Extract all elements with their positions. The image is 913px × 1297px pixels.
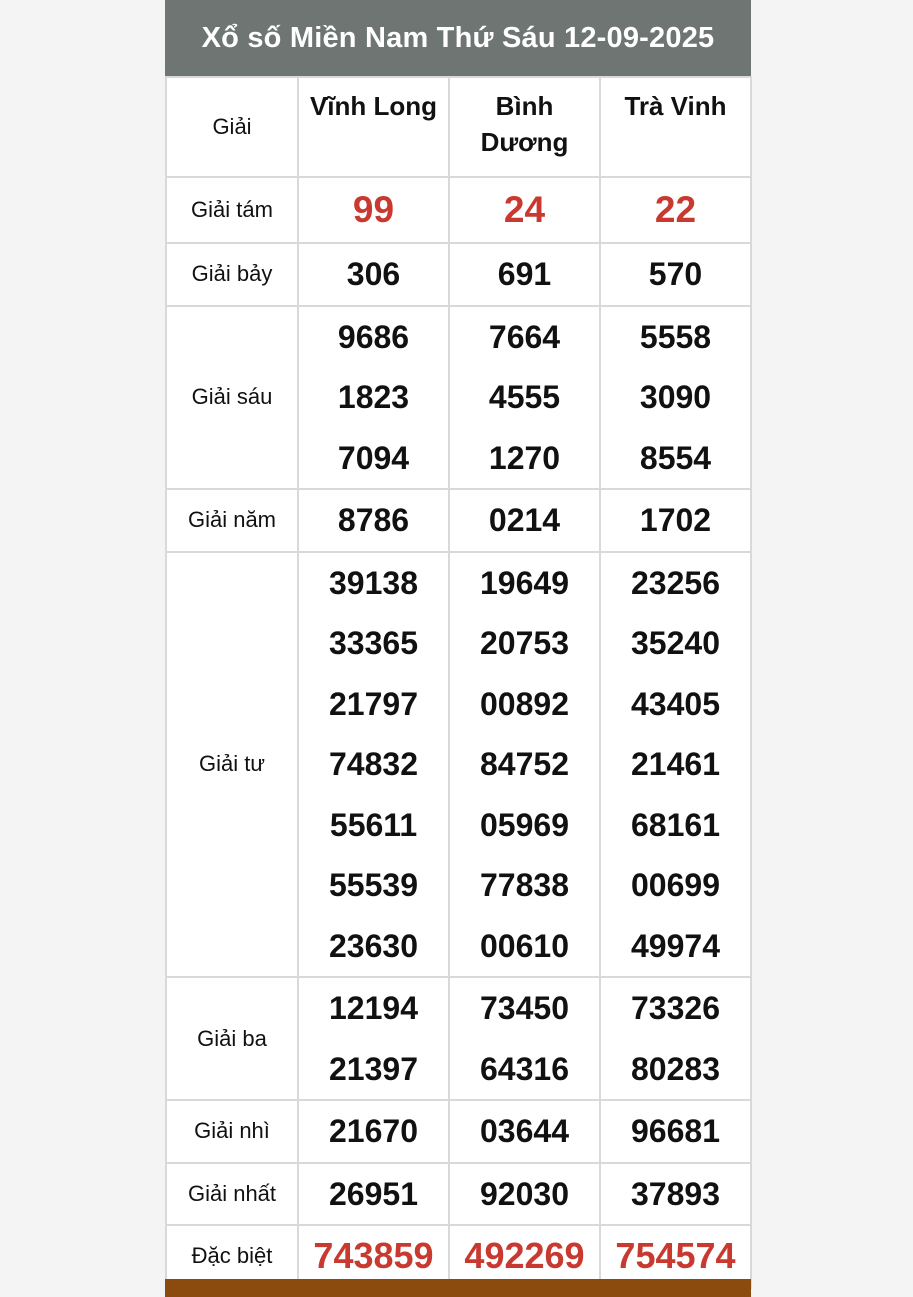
prize-number: 49974	[631, 927, 720, 964]
prize-cell	[449, 243, 600, 306]
prize-number: 55611	[329, 806, 418, 843]
prize-cell	[298, 1163, 449, 1226]
prize-cell	[449, 177, 600, 243]
prize-number: 05969	[480, 806, 569, 843]
prize-number: 1702	[639, 502, 712, 538]
prize-label: Giải năm	[166, 489, 298, 552]
prize-number: 21797	[329, 685, 418, 722]
prize-cell	[449, 552, 600, 978]
prize-cell	[449, 1163, 600, 1226]
prize-number: 8554	[639, 439, 712, 476]
prize-number: 306	[346, 256, 401, 292]
prize-label: Giải tư	[166, 552, 298, 978]
prize-number: 33365	[329, 625, 418, 661]
province-vinh-long: Vĩnh Long	[298, 77, 449, 177]
prize-number: 1823	[337, 379, 410, 415]
prize-number: 37893	[631, 1175, 720, 1212]
prize-cell	[298, 977, 449, 1100]
prize-number: 22	[654, 188, 697, 230]
prize-cell	[298, 243, 449, 306]
prize-cell	[600, 1163, 751, 1226]
prize-number: 35240	[631, 625, 720, 661]
prize-label: Đặc biệt	[166, 1225, 298, 1288]
prize-cell	[600, 177, 751, 243]
prize-cell	[449, 1100, 600, 1163]
prize-number: 7664	[488, 318, 561, 355]
prize-number: 691	[497, 256, 552, 292]
prize-cell	[298, 1100, 449, 1163]
prize-number: 23256	[631, 564, 720, 601]
prize-number: 24	[503, 188, 546, 230]
prize-number: 96681	[631, 1113, 720, 1149]
prize-number: 492269	[464, 1235, 585, 1276]
prize-row	[166, 1163, 751, 1226]
prize-number: 00892	[480, 685, 569, 722]
prize-number: 3090	[639, 379, 712, 415]
prize-label: Giải nhì	[166, 1100, 298, 1163]
prize-label: Giải sáu	[166, 306, 298, 490]
prize-number: 1270	[488, 439, 561, 476]
prize-number: 0214	[488, 502, 561, 538]
prize-number: 12194	[329, 990, 418, 1026]
prize-number: 00699	[631, 867, 720, 903]
prize-number: 8786	[337, 502, 410, 538]
prize-number: 99	[352, 188, 395, 230]
prize-number: 73326	[631, 990, 720, 1026]
prize-cell	[449, 977, 600, 1100]
prize-number: 74832	[329, 746, 418, 782]
prize-row	[166, 552, 751, 978]
prize-number: 754574	[615, 1235, 736, 1276]
results-card	[165, 0, 751, 1297]
prize-number: 21670	[329, 1113, 418, 1149]
bottom-bar	[165, 1279, 751, 1297]
prize-label: Giải tám	[166, 177, 298, 243]
prize-number: 55539	[329, 867, 418, 903]
prize-number: 21461	[631, 746, 720, 782]
prize-number: 19649	[480, 564, 569, 601]
prize-number: 64316	[480, 1050, 569, 1087]
province-binh-duong: Bình Dương	[449, 77, 600, 177]
prize-label: Giải ba	[166, 977, 298, 1100]
prize-number: 39138	[329, 564, 418, 601]
prize-cell	[600, 552, 751, 978]
prize-cell	[298, 489, 449, 552]
prize-number: 00610	[480, 927, 569, 964]
prize-number: 68161	[631, 806, 720, 843]
prize-number: 9686	[337, 318, 410, 355]
prize-row	[166, 243, 751, 306]
prize-number: 20753	[480, 625, 569, 661]
prize-number: 570	[648, 256, 703, 292]
prize-row	[166, 306, 751, 490]
prize-cell	[449, 306, 600, 490]
prize-number: 73450	[480, 990, 569, 1026]
header-row	[166, 77, 751, 177]
results-table	[165, 76, 752, 1289]
prize-number: 743859	[313, 1235, 434, 1276]
prize-number: 4555	[488, 379, 561, 415]
page-title: Xổ số Miền Nam Thứ Sáu 12-09-2025	[165, 0, 751, 76]
prize-cell	[600, 489, 751, 552]
prize-cell	[298, 177, 449, 243]
prize-label: Giải nhất	[166, 1163, 298, 1226]
prize-label: Giải bảy	[166, 243, 298, 306]
prize-row	[166, 1100, 751, 1163]
prize-cell	[600, 1100, 751, 1163]
prize-cell	[600, 243, 751, 306]
prize-number: 84752	[480, 746, 569, 782]
prize-cell	[600, 977, 751, 1100]
prize-number: 7094	[337, 439, 410, 476]
prize-row	[166, 977, 751, 1100]
prize-number: 92030	[480, 1175, 569, 1212]
prize-row	[166, 177, 751, 243]
prize-number: 21397	[329, 1050, 418, 1087]
prize-number: 43405	[631, 685, 720, 722]
prize-cell	[449, 489, 600, 552]
prize-cell	[298, 306, 449, 490]
prize-number: 03644	[480, 1113, 569, 1149]
prize-number: 80283	[631, 1050, 720, 1087]
province-tra-vinh: Trà Vinh	[600, 77, 751, 177]
prize-row	[166, 489, 751, 552]
prize-number: 77838	[480, 867, 569, 903]
prize-number: 26951	[329, 1175, 418, 1212]
prize-number: 23630	[329, 927, 418, 964]
prize-cell	[298, 552, 449, 978]
header-label: Giải	[166, 77, 298, 177]
prize-cell	[600, 306, 751, 490]
prize-number: 5558	[639, 318, 712, 355]
